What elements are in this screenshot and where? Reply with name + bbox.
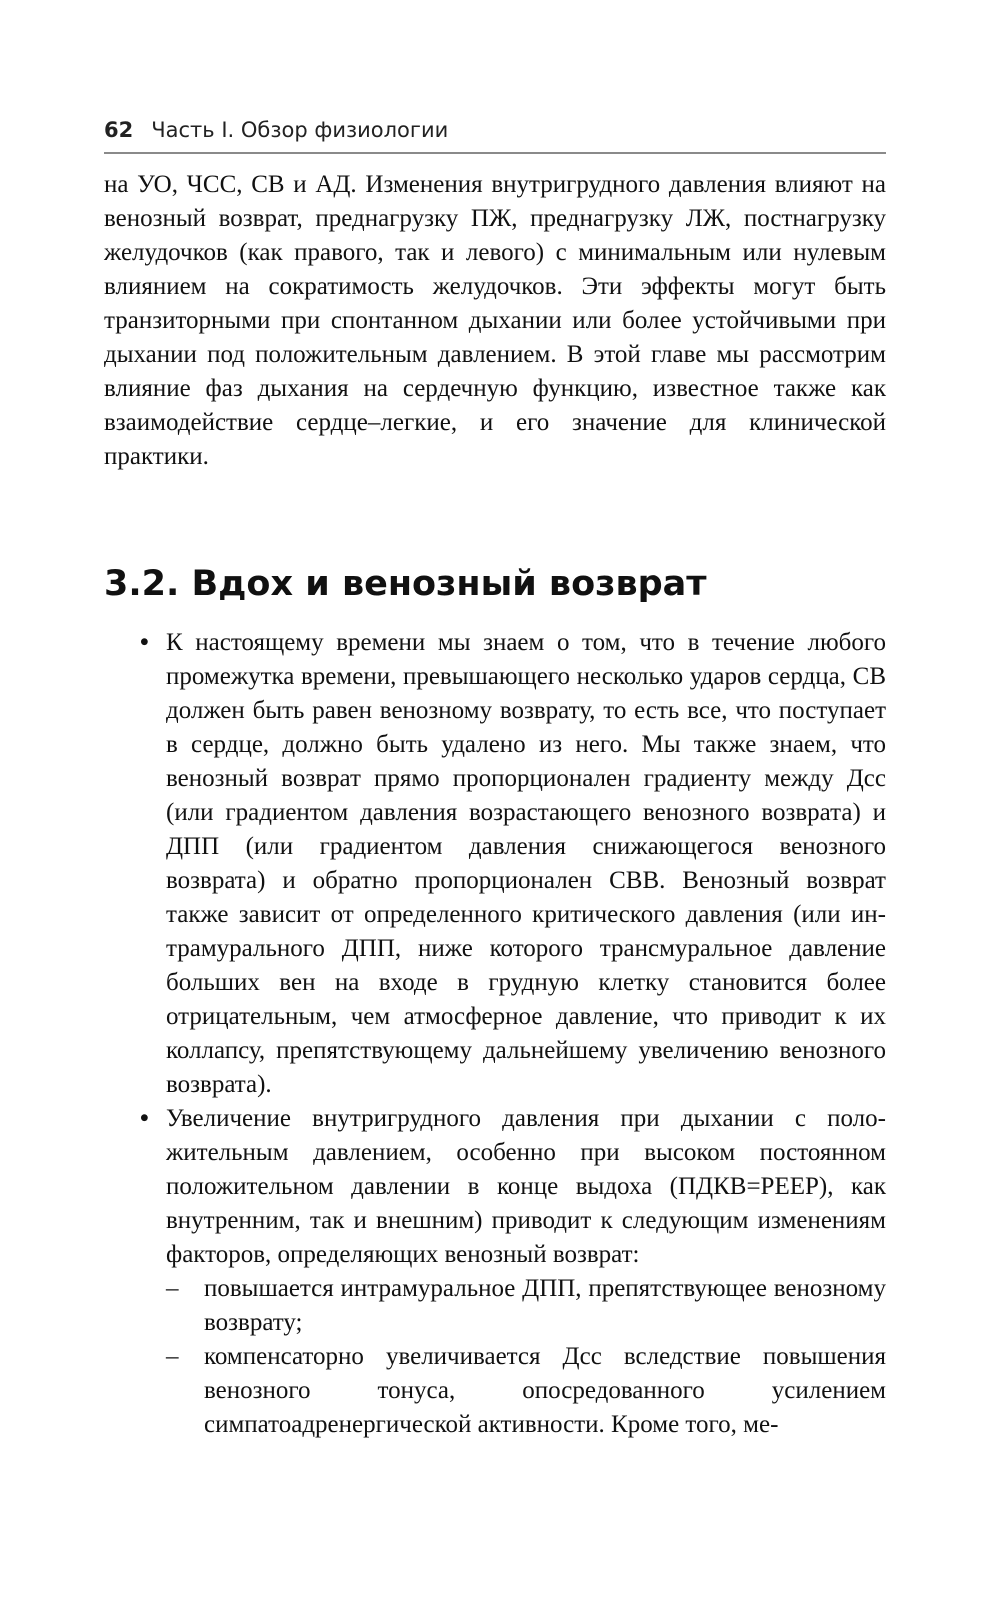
bullet-item [140, 626, 886, 1102]
bullet-item [140, 1102, 886, 1442]
running-head [104, 118, 886, 152]
running-title: Часть I. Обзор физиологии [151, 118, 449, 142]
header-divider [104, 152, 886, 154]
dash-list [166, 1272, 886, 1442]
section-heading: 3.2. Вдох и венозный возврат [104, 564, 707, 604]
bullet-text: Увеличение внутригрудного давления при дыхании с положительным давлением, особенно при высоком постоянном положительном давлении в конце выдоха (ПДКВ=PEEP), как внутренним, так и внешним) приводит к следующим изменениям факторов, определяющих венозный возврат: [166, 1105, 886, 1268]
dash-marker: – [166, 1343, 179, 1370]
dash-text: повышается интрамуральное ДПП, препятствующее венозному возврату; [204, 1275, 886, 1336]
intro-paragraph: на УО, ЧСС, СВ и АД. Изменения внутригрудного давления влияют на венозный возврат, преднагрузку ПЖ, преднагрузку ЛЖ, постнагрузку желудочков (как правого, так и левого) с минимальным или нулевым влиянием на сократимость желудочков. Эти эффекты могут быть транзиторными при спонтанном дыхании или более устойчивыми при дыхании под положительным давлением. В этой главе мы рассмотрим влияние фаз дыхания на сердечную функцию, известное также как взаимодействие сердце–легкие, и его значение для клинической практики. [104, 171, 886, 470]
page-number: 62 [104, 118, 134, 142]
dash-item [166, 1272, 886, 1340]
bullet-marker: • [140, 1105, 149, 1132]
dash-text: компенсаторно увеличивается Дсс вследствие повышения венозного тонуса, опосредованного усилением симпатоадренергической активности. Кроме того, ме- [204, 1343, 886, 1438]
bullet-list [140, 626, 886, 1442]
bullet-marker: • [140, 629, 149, 656]
bullet-text: К настоящему времени мы знаем о том, что в течение любого промежутка времени, превышающего несколько ударов сердца, СВ должен быть равен венозному возврату, то есть все, что поступает в сердце, должно быть удалено из него. Мы также знаем, что венозный возврат прямо пропорционален градиенту между Дсс (или градиентом давления возрастающего венозного возврата) и ДПП (или градиентом давления снижающегося венозного возврата) и обратно пропорционален СВВ. Венозный возврат также зависит от определенного критического давления (или интрамурального ДПП, ниже которого трансмуральное давление больших вен на входе в грудную клетку становится более отрицательным, чем атмосферное давление, что приводит к их коллапсу, препятствующему дальнейшему увеличению венозного возврата). [166, 629, 886, 1098]
dash-marker: – [166, 1275, 179, 1302]
dash-item [166, 1340, 886, 1442]
